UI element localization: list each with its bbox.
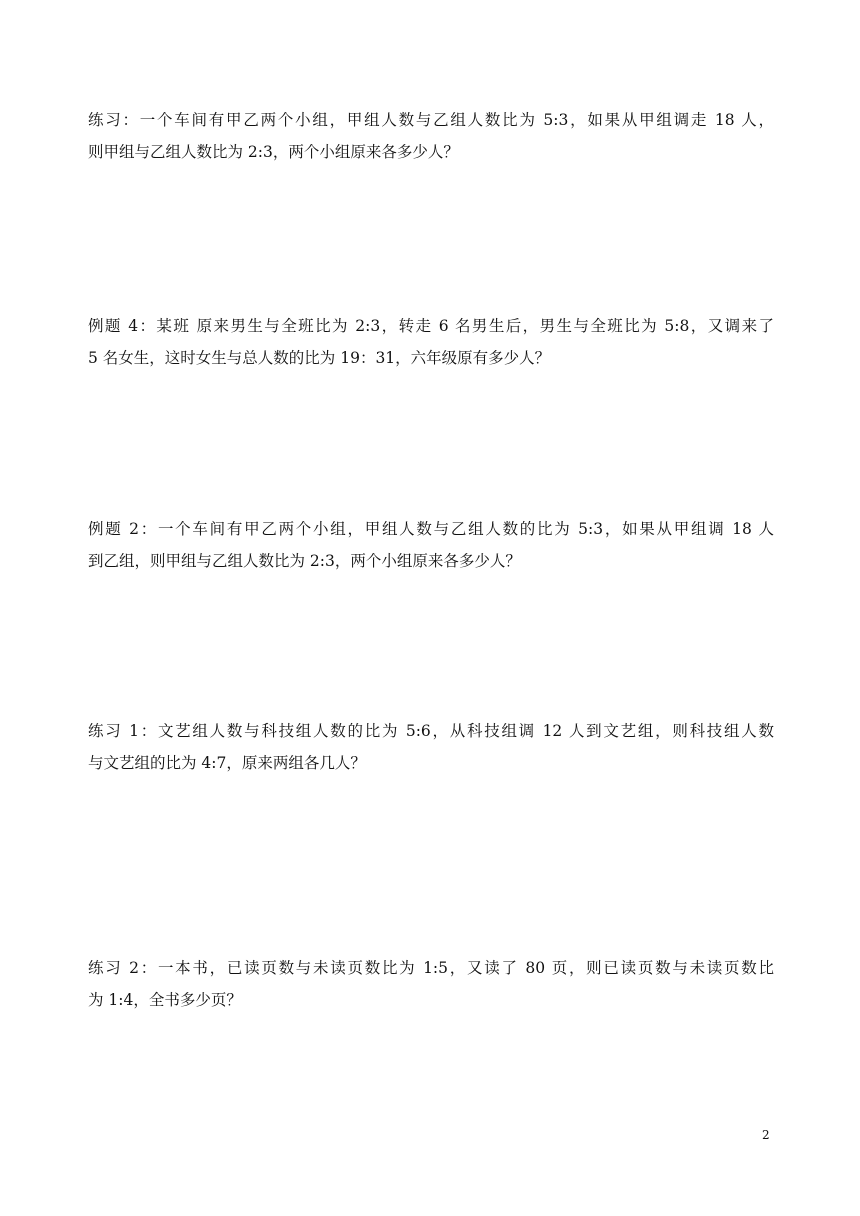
problem-text-line: 与文艺组的比为 4:7，原来两组各几人？ bbox=[88, 754, 366, 772]
problem-text-line: 5 名女生，这时女生与总人数的比为 19：31，六年级原有多少人？ bbox=[88, 349, 551, 367]
problem-practice bbox=[88, 110, 774, 162]
problem-text-line: 则甲组与乙组人数比为 2:3，两个小组原来各多少人？ bbox=[88, 143, 459, 161]
problem-example-2 bbox=[88, 519, 774, 571]
problem-text-line: 练习 1：文艺组人数与科技组人数的比为 5:6，从科技组调 12 人到文艺组，则科技组人数 bbox=[88, 722, 774, 740]
problem-practice-2 bbox=[88, 958, 774, 1010]
problem-text-line: 练习：一个车间有甲乙两个小组，甲组人数与乙组人数比为 5:3，如果从甲组调走 18 人， bbox=[88, 111, 774, 129]
problem-text-line: 到乙组，则甲组与乙组人数比为 2:3，两个小组原来各多少人？ bbox=[88, 552, 521, 570]
problem-text-line: 例题 2：一个车间有甲乙两个小组，甲组人数与乙组人数的比为 5:3，如果从甲组调 18 人 bbox=[88, 520, 774, 538]
problem-example-4 bbox=[88, 316, 774, 368]
problem-text-line: 例题 4：某班 原来男生与全班比为 2:3，转走 6 名男生后，男生与全班比为 5:8，又调来了 bbox=[88, 317, 774, 335]
problem-practice-1 bbox=[88, 721, 774, 773]
page-number: 2 bbox=[762, 1128, 770, 1142]
problem-text-line: 练习 2：一本书，已读页数与未读页数比为 1:5，又读了 80 页，则已读页数与未读页数比 bbox=[88, 959, 774, 977]
problem-text-line: 为 1:4，全书多少页？ bbox=[88, 991, 242, 1009]
